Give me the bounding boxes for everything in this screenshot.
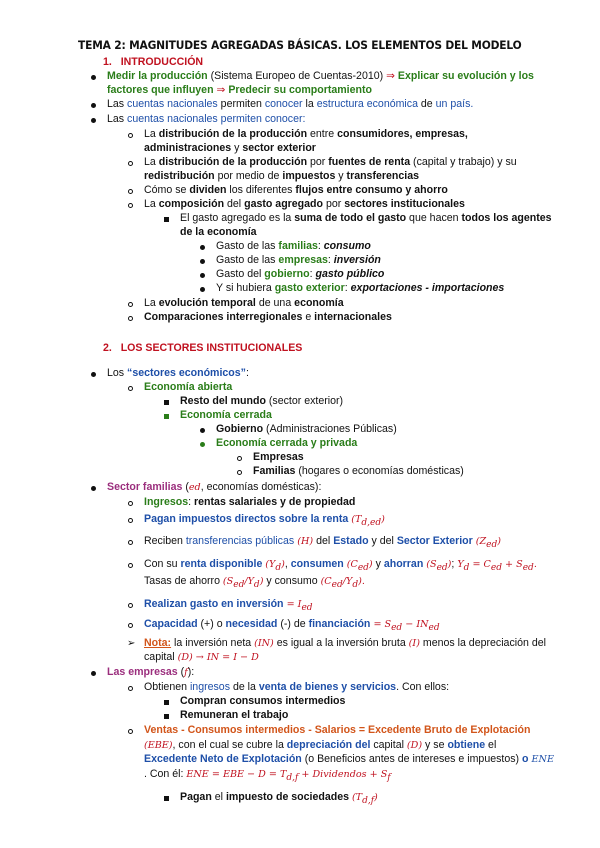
list-item xyxy=(144,198,465,211)
list-item: Economía cerrada y privada xyxy=(216,437,358,449)
text: f xyxy=(387,772,391,783)
text: por xyxy=(323,198,345,210)
text: capital xyxy=(370,739,407,751)
text: los diferentes xyxy=(226,184,296,196)
text: renta disponible xyxy=(180,558,263,570)
text: ) xyxy=(497,536,501,547)
list-item xyxy=(144,496,355,509)
text: transferencias xyxy=(346,170,419,182)
text: + Dividendos + S xyxy=(298,769,388,780)
text: ingresos xyxy=(189,681,230,693)
text: necesidad xyxy=(225,618,278,630)
list-item xyxy=(107,113,305,126)
text: sector exterior xyxy=(242,142,316,154)
text: depreciación del xyxy=(286,739,371,751)
bullet-circle xyxy=(128,497,133,510)
bullet-dot xyxy=(200,255,205,268)
text: /Y xyxy=(342,576,353,587)
list-item xyxy=(144,128,468,141)
text: y xyxy=(372,558,384,570)
text: composición xyxy=(158,198,225,210)
text: Reciben xyxy=(144,535,186,547)
text: Resto del mundo xyxy=(180,395,266,407)
text: ed xyxy=(357,562,369,573)
text: venta de bienes y servicios xyxy=(258,681,397,693)
list-item xyxy=(107,70,534,83)
bullet-circle xyxy=(128,185,133,198)
list-item-continued xyxy=(144,575,365,592)
text: d,f xyxy=(286,772,299,783)
text: obtiene xyxy=(447,739,486,751)
text: Las xyxy=(107,113,128,125)
text: Comparaciones interregionales xyxy=(144,311,303,323)
text: El gasto agregado es la xyxy=(180,212,295,224)
text: conocer xyxy=(264,98,303,110)
text: administraciones xyxy=(144,142,232,154)
text: gobierno xyxy=(264,268,310,280)
text: (Z xyxy=(475,536,487,547)
text: de la xyxy=(230,681,259,693)
math xyxy=(370,619,440,633)
text: flujos entre consumo y ahorro xyxy=(295,184,448,196)
text: (Administraciones Públicas) xyxy=(263,423,397,435)
text: (EBE) xyxy=(144,740,173,751)
list-item xyxy=(144,297,344,310)
text: de xyxy=(417,98,436,110)
list-item-continued xyxy=(144,739,496,752)
bullet-dot xyxy=(200,241,205,254)
text: consumo xyxy=(323,240,371,252)
math xyxy=(351,792,378,806)
math xyxy=(426,559,452,573)
text: Estado xyxy=(333,535,369,547)
text: ed xyxy=(486,539,498,550)
list-item: Remuneran el trabajo xyxy=(180,709,289,721)
text: (C xyxy=(320,576,332,587)
text: d xyxy=(275,562,282,573)
text: por xyxy=(307,156,329,168)
text: − IN xyxy=(402,619,429,630)
text: (T xyxy=(351,792,363,803)
bullet-circle xyxy=(128,514,133,527)
text: (sector exterior) xyxy=(265,395,344,407)
text: ed xyxy=(428,622,440,633)
text: sectores institucionales xyxy=(344,198,465,210)
text: impuesto de sociedades xyxy=(225,791,349,803)
text: estructura económica xyxy=(316,98,418,110)
list-item-continued xyxy=(144,753,554,766)
text: consumen xyxy=(290,558,344,570)
text: redistribución xyxy=(144,170,215,182)
text: ed xyxy=(522,562,534,573)
list-item-continued xyxy=(144,142,316,155)
list-item: Empresas xyxy=(253,451,304,463)
text: Tasas de ahorro xyxy=(144,575,223,587)
text: Realizan gasto en inversión xyxy=(144,598,284,610)
text: consumidores, empresas, xyxy=(337,128,468,140)
text: La xyxy=(144,156,159,168)
text: : xyxy=(317,240,324,252)
text: cuentas nacionales xyxy=(127,98,218,110)
text: = C xyxy=(469,559,491,570)
text: fuentes de renta xyxy=(328,156,411,168)
text: y del xyxy=(368,535,397,547)
text: capital xyxy=(144,651,178,663)
text: Gobierno xyxy=(216,423,264,435)
text: . Con él: xyxy=(144,768,187,780)
text: Con su xyxy=(144,558,181,570)
text: La xyxy=(144,198,159,210)
math xyxy=(222,576,264,590)
list-item xyxy=(180,395,343,408)
text: La xyxy=(144,297,159,309)
text: : xyxy=(309,268,316,280)
bullet-circle xyxy=(128,298,133,311)
list-item xyxy=(216,240,371,253)
text: Medir la producción xyxy=(107,70,208,82)
text: (C xyxy=(346,559,358,570)
text: y se xyxy=(422,739,448,751)
text: (S xyxy=(222,576,234,587)
text: : xyxy=(188,496,195,508)
text: f xyxy=(184,667,188,678)
list-item xyxy=(144,311,392,324)
text: Los xyxy=(107,367,128,379)
math xyxy=(283,599,313,613)
text: Las xyxy=(107,98,128,110)
text: (capital y trabajo) y su xyxy=(410,156,517,168)
list-item xyxy=(144,558,537,575)
text: y xyxy=(231,142,243,154)
text: del xyxy=(316,535,334,547)
list-item xyxy=(180,791,378,808)
list-item-continued xyxy=(144,170,419,183)
text: d,f xyxy=(362,795,375,806)
text: dividen xyxy=(189,184,227,196)
text: Sector familias xyxy=(107,481,183,493)
text: = S xyxy=(370,619,392,630)
math xyxy=(186,769,391,783)
page-title: TEMA 2: MAGNITUDES AGREGADAS BÁSICAS. LOS ELEMENTOS DEL MODELO xyxy=(78,38,522,52)
list-item-continued xyxy=(180,226,257,239)
list-item xyxy=(144,513,385,530)
text: Cómo se xyxy=(144,184,190,196)
bullet-dot xyxy=(91,667,96,680)
text: (o Beneficios antes de intereses e impuestos) xyxy=(301,753,523,765)
text: cuentas nacionales permiten conocer: xyxy=(127,113,306,125)
text: entre xyxy=(307,128,338,140)
text: ed xyxy=(391,622,403,633)
text: un país. xyxy=(435,98,474,110)
text: rentas salariales y de propiedad xyxy=(194,496,356,508)
bullet-circle xyxy=(128,382,133,395)
text: (Y xyxy=(265,559,276,570)
text: suma de todo el gasto xyxy=(294,212,407,224)
list-item xyxy=(107,98,473,111)
section-1-heading xyxy=(103,56,203,69)
text: el xyxy=(485,739,497,751)
text: ed xyxy=(436,562,448,573)
text: inversión xyxy=(333,254,381,266)
text: ahorran xyxy=(383,558,424,570)
bullet-square xyxy=(164,792,169,805)
text: economía xyxy=(294,297,344,309)
bullet-circle xyxy=(128,682,133,695)
text: ed xyxy=(188,482,201,493)
text: = I xyxy=(283,599,302,610)
arrow-icon: ⇒ xyxy=(216,84,226,96)
list-item xyxy=(216,254,381,267)
list-item-continued xyxy=(107,84,372,97)
list-item xyxy=(144,156,517,169)
math xyxy=(475,536,501,550)
text: gasto público xyxy=(315,268,385,280)
text: ed xyxy=(490,562,502,573)
text: ; xyxy=(451,558,458,570)
text: internacionales xyxy=(314,311,392,323)
bullet-circle xyxy=(128,157,133,170)
bullet-circle xyxy=(128,559,133,572)
text: ed xyxy=(331,579,343,590)
text: (+) o xyxy=(197,618,226,630)
text: Familias xyxy=(253,465,296,477)
text: (H) xyxy=(294,536,317,547)
bullet-dot xyxy=(91,482,96,495)
text: de la economía xyxy=(180,226,257,238)
text: exportaciones - importaciones xyxy=(350,282,505,294)
text: : xyxy=(245,367,249,379)
text: Obtienen xyxy=(144,681,190,693)
text: (-) de xyxy=(277,618,309,630)
section-title: INTRODUCCIÓN xyxy=(120,56,204,68)
math xyxy=(320,576,365,590)
text: gasto exterior xyxy=(274,282,345,294)
text: Gasto del xyxy=(216,268,265,280)
bullet-dot xyxy=(91,114,96,127)
list-item: Compran consumos intermedios xyxy=(180,695,346,707)
list-item xyxy=(107,666,194,679)
text: /Y xyxy=(244,576,254,587)
bullet-circle xyxy=(128,599,133,612)
text: todos los agentes xyxy=(461,212,552,224)
text: transferencias públicas xyxy=(185,535,295,547)
text: La xyxy=(144,128,159,140)
text: ). xyxy=(358,576,365,587)
section-number: 1. xyxy=(103,56,112,68)
text: Nota: xyxy=(144,637,172,649)
bullet-dot xyxy=(200,438,205,451)
text: (IN) xyxy=(254,638,274,649)
text: d xyxy=(352,579,359,590)
bullet-circle xyxy=(237,466,242,479)
list-item xyxy=(216,282,504,295)
bullet-square xyxy=(164,410,169,423)
bullet-circle xyxy=(128,129,133,142)
list-item xyxy=(144,618,440,635)
bullet-square xyxy=(164,710,169,723)
list-item xyxy=(216,423,397,436)
text: ) xyxy=(281,559,285,570)
bullet-dot xyxy=(91,368,96,381)
bullet-circle xyxy=(128,536,133,549)
text: (S xyxy=(426,559,437,570)
text: d,ed xyxy=(361,517,382,528)
list-item: Ventas - Consumos intermedios - Salarios = Excedente Bruto de Explotación xyxy=(144,724,531,736)
text: Sector Exterior xyxy=(396,535,473,547)
text: y consumo xyxy=(263,575,321,587)
math xyxy=(265,559,285,573)
list-item: Economía cerrada xyxy=(180,409,272,421)
text: la inversión neta xyxy=(171,637,255,649)
text: del xyxy=(224,198,245,210)
section-2-heading xyxy=(103,342,302,355)
text: distribución de la producción xyxy=(158,156,308,168)
text: (T xyxy=(351,514,362,525)
text: (D) → IN = I − D xyxy=(177,652,259,663)
list-item xyxy=(107,481,321,494)
text: Excedente Neto de Explotación xyxy=(144,753,302,765)
list-item xyxy=(144,535,501,552)
text: ) xyxy=(259,576,264,587)
list-item xyxy=(144,598,313,615)
text: ENE = EBE − D = T xyxy=(186,769,287,780)
text: financiación xyxy=(308,618,371,630)
list-item: Economía abierta xyxy=(144,381,233,393)
bullet-square xyxy=(164,213,169,226)
text: ) xyxy=(381,514,385,525)
list-item xyxy=(107,367,249,380)
list-item xyxy=(144,184,448,197)
text: (hogares o economías domésticas) xyxy=(295,465,464,477)
text: : xyxy=(344,282,351,294)
text: o xyxy=(522,753,529,765)
text: Y si hubiera xyxy=(216,282,275,294)
bullet-dot xyxy=(200,424,205,437)
list-item xyxy=(253,465,464,478)
text: , con el cual se cubre la xyxy=(172,739,287,751)
list-item-continued xyxy=(144,768,391,785)
bullet-dot xyxy=(200,269,205,282)
list-item xyxy=(180,212,552,225)
math xyxy=(346,559,373,573)
text: que hacen xyxy=(406,212,462,224)
text: Explicar su evolución y los xyxy=(394,70,534,82)
list-item xyxy=(216,268,384,281)
text: menos la depreciación del xyxy=(419,637,546,649)
text: Gasto de las xyxy=(216,254,279,266)
text: evolución temporal xyxy=(158,297,256,309)
bullet-dot xyxy=(200,283,205,296)
text: : xyxy=(327,254,334,266)
bullet-dot xyxy=(91,71,96,84)
text: ed xyxy=(301,602,313,613)
text: de una xyxy=(255,297,295,309)
text: factores que influyen xyxy=(107,84,217,96)
section-title: LOS SECTORES INSTITUCIONALES xyxy=(120,342,303,354)
text: Pagan impuestos directos sobre la renta xyxy=(144,513,349,525)
text: e xyxy=(302,311,315,323)
text: distribución de la producción xyxy=(158,128,308,140)
bullet-dot xyxy=(91,99,96,112)
text: ): xyxy=(187,666,195,678)
text: Predecir su comportamiento xyxy=(225,84,372,96)
bullet-circle xyxy=(237,452,242,465)
text: Pagan xyxy=(180,791,212,803)
text: Ingresos xyxy=(144,496,189,508)
text: . xyxy=(533,559,537,570)
bullet-square xyxy=(164,396,169,409)
math xyxy=(457,559,537,573)
text: por medio de xyxy=(214,170,283,182)
text: es igual a la inversión bruta xyxy=(273,637,409,649)
bullet-circle xyxy=(128,619,133,632)
text: d xyxy=(463,562,470,573)
math xyxy=(351,514,385,528)
text: . Con ellos: xyxy=(396,681,450,693)
text: (D) xyxy=(406,740,423,751)
text: gasto agregado xyxy=(244,198,323,210)
text: ( xyxy=(177,666,185,678)
text: ) xyxy=(368,559,373,570)
text: “sectores económicos” xyxy=(127,367,246,379)
text: (Sistema Europeo de Cuentas-2010) xyxy=(207,70,387,82)
arrow-icon: ⇒ xyxy=(386,70,395,82)
text: la xyxy=(302,98,317,110)
bullet-circle xyxy=(128,199,133,212)
text: ) xyxy=(374,792,378,803)
text: ENE xyxy=(528,754,554,765)
text: familias xyxy=(278,240,318,252)
arrow-bullet-icon: ➢ xyxy=(127,638,136,649)
text: y xyxy=(335,170,347,182)
text: Y xyxy=(457,559,464,570)
bullet-circle xyxy=(128,725,133,738)
text: impuestos xyxy=(282,170,336,182)
bullet-circle xyxy=(128,312,133,325)
text: Las empresas xyxy=(107,666,178,678)
text: Gasto de las xyxy=(216,240,279,252)
text: empresas xyxy=(278,254,328,266)
text: ) xyxy=(447,559,452,570)
text: (I) xyxy=(408,638,420,649)
section-number: 2. xyxy=(103,342,112,354)
text: permiten xyxy=(217,98,265,110)
text: d xyxy=(253,579,260,590)
text: , economías domésticas): xyxy=(200,481,322,493)
bullet-square xyxy=(164,696,169,709)
note-continued xyxy=(144,651,259,664)
text: , xyxy=(284,558,291,570)
text: + S xyxy=(502,559,523,570)
text: Capacidad xyxy=(144,618,198,630)
text: ( xyxy=(182,481,189,493)
note xyxy=(144,637,546,650)
text: el xyxy=(211,791,226,803)
list-item xyxy=(144,681,449,694)
text: ed xyxy=(233,579,245,590)
